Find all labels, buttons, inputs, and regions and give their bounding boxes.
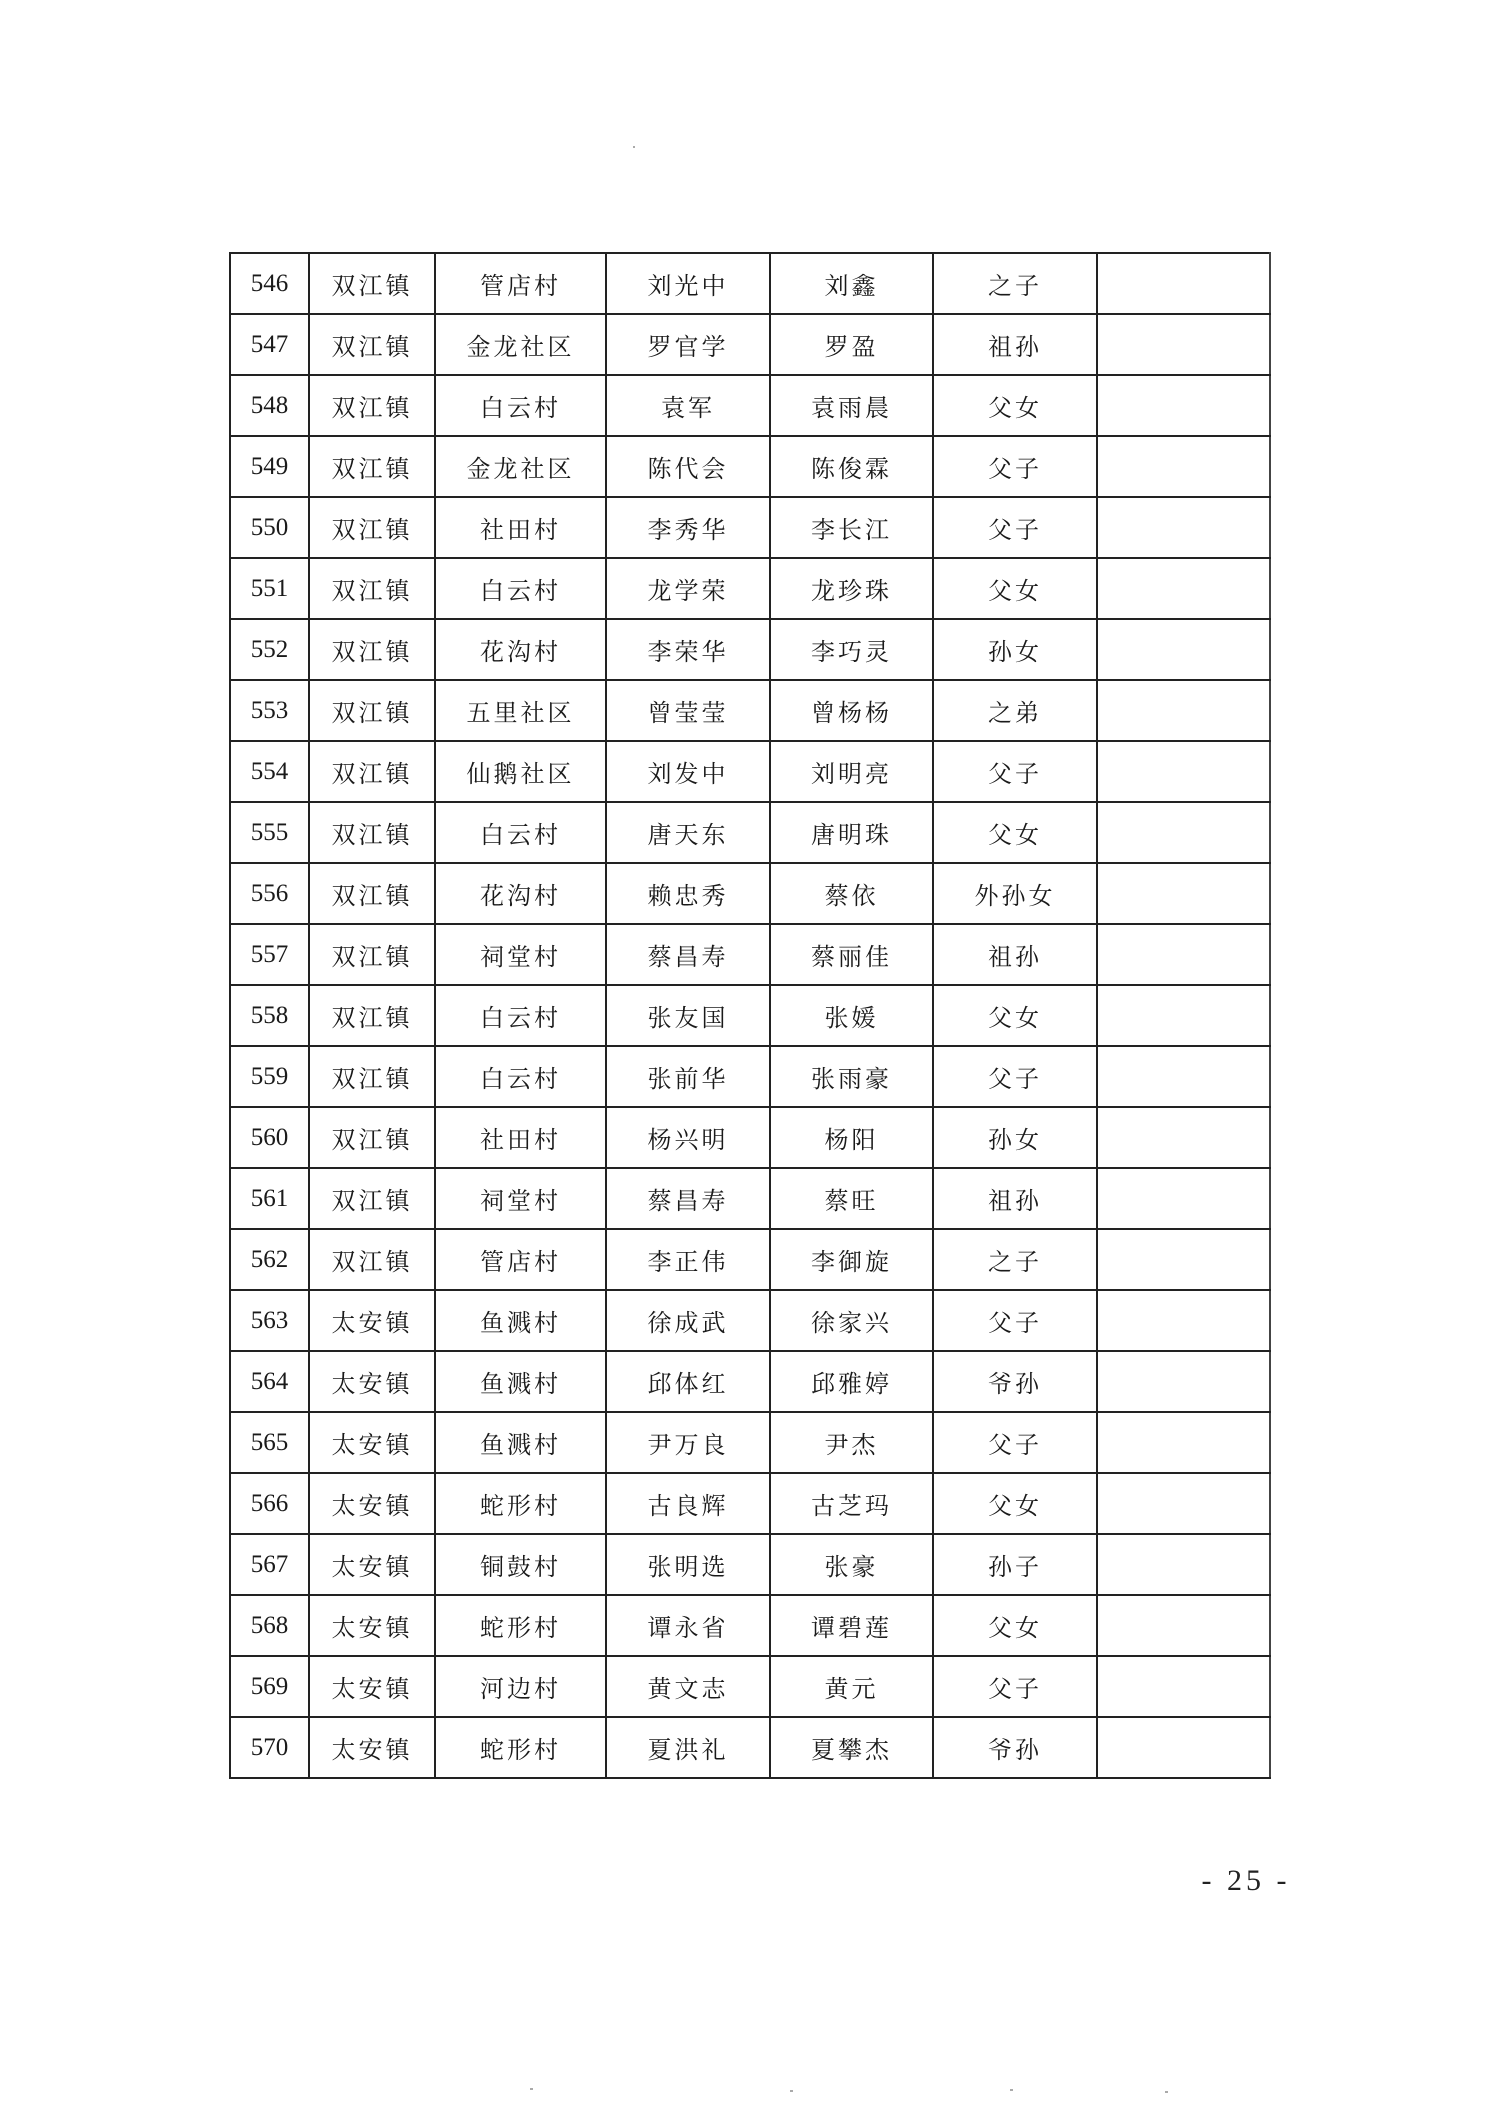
relative-name-cell: 谭碧莲 xyxy=(770,1595,933,1656)
name-cell: 李正伟 xyxy=(606,1229,770,1290)
relative-name-cell: 龙珍珠 xyxy=(770,558,933,619)
row-number-cell: 560 xyxy=(230,1107,309,1168)
empty-note-cell xyxy=(1097,1717,1270,1778)
relation-cell: 爷孙 xyxy=(933,1351,1097,1412)
row-number-cell: 551 xyxy=(230,558,309,619)
empty-note-cell xyxy=(1097,924,1270,985)
village-cell: 管店村 xyxy=(435,1229,606,1290)
relation-cell: 父子 xyxy=(933,497,1097,558)
town-cell: 双江镇 xyxy=(309,924,435,985)
relative-name-cell: 袁雨晨 xyxy=(770,375,933,436)
relation-cell: 父女 xyxy=(933,375,1097,436)
town-cell: 太安镇 xyxy=(309,1473,435,1534)
name-cell: 黄文志 xyxy=(606,1656,770,1717)
village-cell: 鱼溅村 xyxy=(435,1412,606,1473)
empty-note-cell xyxy=(1097,1412,1270,1473)
row-number-cell: 552 xyxy=(230,619,309,680)
town-cell: 双江镇 xyxy=(309,436,435,497)
table-row xyxy=(230,741,1270,802)
village-cell: 花沟村 xyxy=(435,863,606,924)
village-cell: 金龙社区 xyxy=(435,436,606,497)
empty-note-cell xyxy=(1097,436,1270,497)
row-number-cell: 564 xyxy=(230,1351,309,1412)
village-cell: 河边村 xyxy=(435,1656,606,1717)
relative-name-cell: 刘鑫 xyxy=(770,253,933,314)
relative-name-cell: 古芝玛 xyxy=(770,1473,933,1534)
relative-name-cell: 罗盈 xyxy=(770,314,933,375)
empty-note-cell xyxy=(1097,619,1270,680)
town-cell: 双江镇 xyxy=(309,253,435,314)
name-cell: 蔡昌寿 xyxy=(606,924,770,985)
relative-name-cell: 唐明珠 xyxy=(770,802,933,863)
scan-speck xyxy=(1010,2089,1013,2091)
empty-note-cell xyxy=(1097,1534,1270,1595)
table-row xyxy=(230,314,1270,375)
relation-cell: 祖孙 xyxy=(933,1168,1097,1229)
name-cell: 张前华 xyxy=(606,1046,770,1107)
table-row xyxy=(230,1473,1270,1534)
name-cell: 杨兴明 xyxy=(606,1107,770,1168)
relative-name-cell: 曾杨杨 xyxy=(770,680,933,741)
row-number-cell: 568 xyxy=(230,1595,309,1656)
relative-name-cell: 蔡旺 xyxy=(770,1168,933,1229)
relative-name-cell: 邱雅婷 xyxy=(770,1351,933,1412)
village-cell: 白云村 xyxy=(435,558,606,619)
town-cell: 太安镇 xyxy=(309,1351,435,1412)
relation-cell: 爷孙 xyxy=(933,1717,1097,1778)
town-cell: 双江镇 xyxy=(309,558,435,619)
empty-note-cell xyxy=(1097,985,1270,1046)
village-cell: 鱼溅村 xyxy=(435,1290,606,1351)
relation-cell: 之子 xyxy=(933,253,1097,314)
relation-cell: 之子 xyxy=(933,1229,1097,1290)
row-number-cell: 554 xyxy=(230,741,309,802)
relative-name-cell: 陈俊霖 xyxy=(770,436,933,497)
table-row xyxy=(230,802,1270,863)
name-cell: 谭永省 xyxy=(606,1595,770,1656)
town-cell: 太安镇 xyxy=(309,1717,435,1778)
row-number-cell: 567 xyxy=(230,1534,309,1595)
name-cell: 张友国 xyxy=(606,985,770,1046)
empty-note-cell xyxy=(1097,1595,1270,1656)
empty-note-cell xyxy=(1097,1656,1270,1717)
empty-note-cell xyxy=(1097,1473,1270,1534)
village-cell: 铜鼓村 xyxy=(435,1534,606,1595)
relative-name-cell: 张雨豪 xyxy=(770,1046,933,1107)
name-cell: 陈代会 xyxy=(606,436,770,497)
empty-note-cell xyxy=(1097,863,1270,924)
relative-name-cell: 蔡依 xyxy=(770,863,933,924)
village-cell: 仙鹅社区 xyxy=(435,741,606,802)
row-number-cell: 563 xyxy=(230,1290,309,1351)
row-number-cell: 546 xyxy=(230,253,309,314)
relative-name-cell: 黄元 xyxy=(770,1656,933,1717)
roster-table xyxy=(229,252,1271,1779)
empty-note-cell xyxy=(1097,314,1270,375)
empty-note-cell xyxy=(1097,1107,1270,1168)
row-number-cell: 555 xyxy=(230,802,309,863)
scan-speck xyxy=(530,2088,533,2090)
village-cell: 管店村 xyxy=(435,253,606,314)
village-cell: 金龙社区 xyxy=(435,314,606,375)
row-number-cell: 548 xyxy=(230,375,309,436)
name-cell: 李荣华 xyxy=(606,619,770,680)
row-number-cell: 553 xyxy=(230,680,309,741)
table-row xyxy=(230,1351,1270,1412)
empty-note-cell xyxy=(1097,802,1270,863)
empty-note-cell xyxy=(1097,253,1270,314)
row-number-cell: 557 xyxy=(230,924,309,985)
relative-name-cell: 张豪 xyxy=(770,1534,933,1595)
table-row xyxy=(230,1168,1270,1229)
relation-cell: 父女 xyxy=(933,802,1097,863)
row-number-cell: 565 xyxy=(230,1412,309,1473)
table-row xyxy=(230,680,1270,741)
town-cell: 双江镇 xyxy=(309,619,435,680)
relation-cell: 父女 xyxy=(933,1595,1097,1656)
row-number-cell: 559 xyxy=(230,1046,309,1107)
town-cell: 双江镇 xyxy=(309,680,435,741)
name-cell: 刘发中 xyxy=(606,741,770,802)
table-row xyxy=(230,1229,1270,1290)
table-row xyxy=(230,497,1270,558)
name-cell: 龙学荣 xyxy=(606,558,770,619)
name-cell: 李秀华 xyxy=(606,497,770,558)
relative-name-cell: 夏攀杰 xyxy=(770,1717,933,1778)
relative-name-cell: 尹杰 xyxy=(770,1412,933,1473)
name-cell: 徐成武 xyxy=(606,1290,770,1351)
village-cell: 鱼溅村 xyxy=(435,1351,606,1412)
relative-name-cell: 张媛 xyxy=(770,985,933,1046)
row-number-cell: 547 xyxy=(230,314,309,375)
name-cell: 尹万良 xyxy=(606,1412,770,1473)
name-cell: 袁军 xyxy=(606,375,770,436)
table-row xyxy=(230,1107,1270,1168)
town-cell: 双江镇 xyxy=(309,1046,435,1107)
row-number-cell: 558 xyxy=(230,985,309,1046)
table-row xyxy=(230,253,1270,314)
town-cell: 双江镇 xyxy=(309,802,435,863)
town-cell: 太安镇 xyxy=(309,1595,435,1656)
relative-name-cell: 杨阳 xyxy=(770,1107,933,1168)
table-row xyxy=(230,619,1270,680)
table-row xyxy=(230,924,1270,985)
relation-cell: 父子 xyxy=(933,436,1097,497)
village-cell: 白云村 xyxy=(435,802,606,863)
relative-name-cell: 李巧灵 xyxy=(770,619,933,680)
village-cell: 社田村 xyxy=(435,1107,606,1168)
table-row xyxy=(230,985,1270,1046)
scan-speck xyxy=(633,146,635,148)
village-cell: 祠堂村 xyxy=(435,924,606,985)
scan-speck xyxy=(790,2090,793,2092)
table-row xyxy=(230,1412,1270,1473)
town-cell: 双江镇 xyxy=(309,863,435,924)
row-number-cell: 570 xyxy=(230,1717,309,1778)
relation-cell: 父子 xyxy=(933,1046,1097,1107)
relation-cell: 父子 xyxy=(933,741,1097,802)
relation-cell: 父女 xyxy=(933,985,1097,1046)
town-cell: 双江镇 xyxy=(309,985,435,1046)
relation-cell: 祖孙 xyxy=(933,924,1097,985)
empty-note-cell xyxy=(1097,680,1270,741)
relative-name-cell: 李长江 xyxy=(770,497,933,558)
relation-cell: 父子 xyxy=(933,1412,1097,1473)
table-row xyxy=(230,558,1270,619)
town-cell: 太安镇 xyxy=(309,1656,435,1717)
name-cell: 刘光中 xyxy=(606,253,770,314)
town-cell: 双江镇 xyxy=(309,1107,435,1168)
row-number-cell: 556 xyxy=(230,863,309,924)
row-number-cell: 562 xyxy=(230,1229,309,1290)
town-cell: 双江镇 xyxy=(309,375,435,436)
relation-cell: 之弟 xyxy=(933,680,1097,741)
relation-cell: 孙子 xyxy=(933,1534,1097,1595)
table-row xyxy=(230,1290,1270,1351)
village-cell: 花沟村 xyxy=(435,619,606,680)
village-cell: 蛇形村 xyxy=(435,1717,606,1778)
empty-note-cell xyxy=(1097,1046,1270,1107)
name-cell: 罗官学 xyxy=(606,314,770,375)
village-cell: 五里社区 xyxy=(435,680,606,741)
name-cell: 邱体红 xyxy=(606,1351,770,1412)
town-cell: 双江镇 xyxy=(309,1168,435,1229)
row-number-cell: 569 xyxy=(230,1656,309,1717)
village-cell: 蛇形村 xyxy=(435,1473,606,1534)
row-number-cell: 561 xyxy=(230,1168,309,1229)
name-cell: 曾莹莹 xyxy=(606,680,770,741)
town-cell: 双江镇 xyxy=(309,314,435,375)
empty-note-cell xyxy=(1097,1351,1270,1412)
relative-name-cell: 徐家兴 xyxy=(770,1290,933,1351)
village-cell: 蛇形村 xyxy=(435,1595,606,1656)
row-number-cell: 566 xyxy=(230,1473,309,1534)
relation-cell: 父子 xyxy=(933,1290,1097,1351)
name-cell: 张明选 xyxy=(606,1534,770,1595)
relation-cell: 父女 xyxy=(933,558,1097,619)
relative-name-cell: 刘明亮 xyxy=(770,741,933,802)
empty-note-cell xyxy=(1097,741,1270,802)
village-cell: 白云村 xyxy=(435,1046,606,1107)
empty-note-cell xyxy=(1097,497,1270,558)
roster-body xyxy=(230,253,1270,1778)
village-cell: 社田村 xyxy=(435,497,606,558)
name-cell: 古良辉 xyxy=(606,1473,770,1534)
town-cell: 双江镇 xyxy=(309,1229,435,1290)
table-row xyxy=(230,1595,1270,1656)
name-cell: 夏洪礼 xyxy=(606,1717,770,1778)
table-row xyxy=(230,436,1270,497)
name-cell: 唐天东 xyxy=(606,802,770,863)
empty-note-cell xyxy=(1097,1290,1270,1351)
empty-note-cell xyxy=(1097,1168,1270,1229)
town-cell: 双江镇 xyxy=(309,497,435,558)
table-row xyxy=(230,1717,1270,1778)
relation-cell: 父女 xyxy=(933,1473,1097,1534)
empty-note-cell xyxy=(1097,1229,1270,1290)
relation-cell: 外孙女 xyxy=(933,863,1097,924)
town-cell: 太安镇 xyxy=(309,1290,435,1351)
town-cell: 太安镇 xyxy=(309,1534,435,1595)
empty-note-cell xyxy=(1097,558,1270,619)
relation-cell: 祖孙 xyxy=(933,314,1097,375)
relative-name-cell: 李御旋 xyxy=(770,1229,933,1290)
table-row xyxy=(230,375,1270,436)
table-row xyxy=(230,1656,1270,1717)
table-row xyxy=(230,863,1270,924)
relation-cell: 孙女 xyxy=(933,619,1097,680)
name-cell: 蔡昌寿 xyxy=(606,1168,770,1229)
village-cell: 白云村 xyxy=(435,985,606,1046)
table-row xyxy=(230,1534,1270,1595)
page-number: - 25 - xyxy=(1201,1864,1291,1897)
row-number-cell: 549 xyxy=(230,436,309,497)
relation-cell: 孙女 xyxy=(933,1107,1097,1168)
relation-cell: 父子 xyxy=(933,1656,1097,1717)
relative-name-cell: 蔡丽佳 xyxy=(770,924,933,985)
empty-note-cell xyxy=(1097,375,1270,436)
scan-speck xyxy=(1165,2091,1168,2093)
town-cell: 太安镇 xyxy=(309,1412,435,1473)
village-cell: 白云村 xyxy=(435,375,606,436)
name-cell: 赖忠秀 xyxy=(606,863,770,924)
row-number-cell: 550 xyxy=(230,497,309,558)
table-row xyxy=(230,1046,1270,1107)
town-cell: 双江镇 xyxy=(309,741,435,802)
village-cell: 祠堂村 xyxy=(435,1168,606,1229)
